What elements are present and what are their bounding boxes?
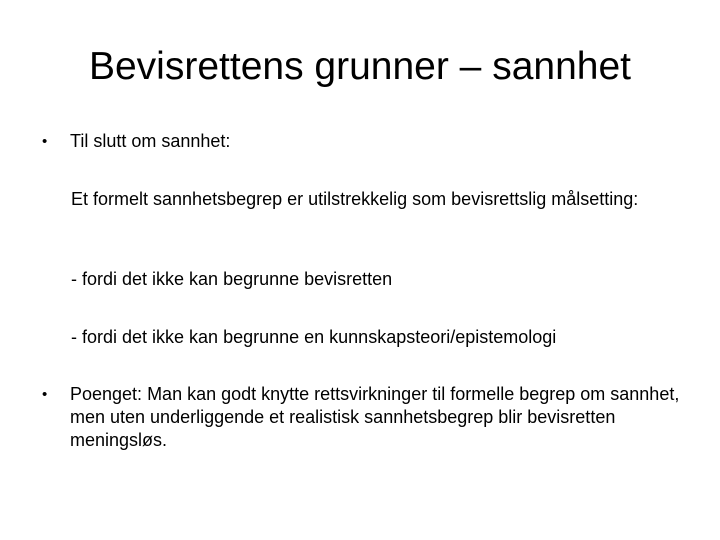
sub-paragraph-3: - fordi det ikke kan begrunne en kunnskapsteori/epistemologi [71, 327, 557, 347]
bullet-text-2: Poenget: Man kan godt knytte rettsvirkninger til formelle begrep om sannhet, men uten underliggende et realistisk sannhetsbegrep blir bevisretten meningsløs. [70, 384, 680, 450]
bullet-icon: • [42, 386, 48, 403]
bullet-text-1: Til slutt om sannhet: [70, 131, 231, 151]
sub-paragraph-2: - fordi det ikke kan begrunne bevisretten [71, 269, 393, 289]
bullet-icon: • [42, 133, 48, 150]
slide-title: Bevisrettens grunner – sannhet [88, 45, 631, 88]
sub-paragraph-1: Et formelt sannhetsbegrep er utilstrekkelig som bevisrettslig målsetting: [71, 189, 639, 209]
